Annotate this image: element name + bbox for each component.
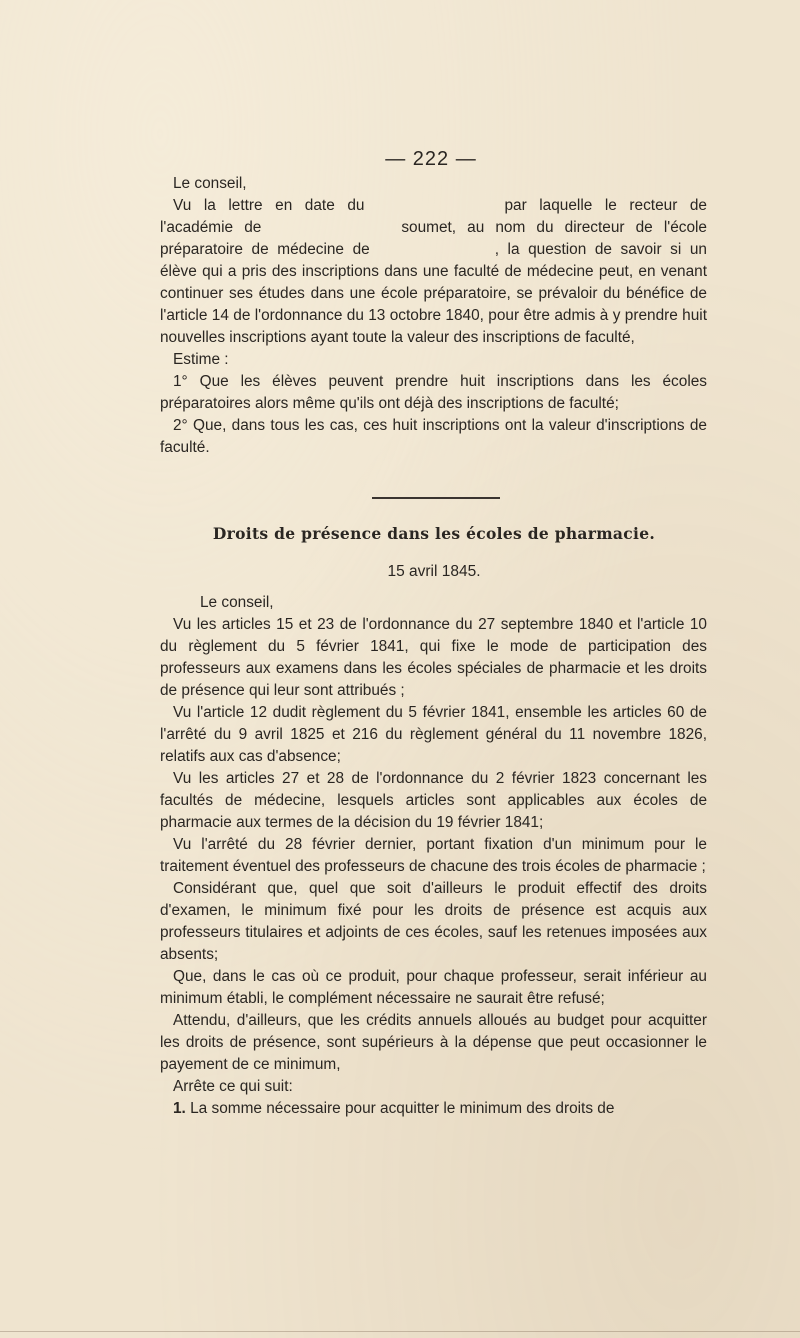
paragraph-vu-arrete: Vu l'arrêté du 28 février dernier, portant fixation d'un minimum pour le traitement éventuel des professeurs de chacune des trois écoles de pharmacie ; <box>160 836 707 875</box>
paragraph-article-1 <box>160 1098 707 1120</box>
paragraph-point-1: 1° Que les élèves peuvent prendre huit inscriptions dans les écoles préparatoires alors même qu'ils ont déjà des inscriptions de faculté; <box>160 373 707 412</box>
paragraph-arrete: Arrête ce qui suit: <box>173 1078 293 1095</box>
paragraph-attendu: Attendu, d'ailleurs, que les crédits annuels alloués au budget pour acquitter les droits de présence, sont supérieurs à la dépense que peut occasionner le payement de ce minimum, <box>160 1012 707 1073</box>
paragraph-vu-articles-15-23: Vu les articles 15 et 23 de l'ordonnance du 27 septembre 1840 et l'article 10 du règlement du 5 février 1841, qui fixe le mode de participation des professeurs aux examens dans les écoles spéciales de pharmacie et les droits de présence qui leur sont attribués ; <box>160 616 707 699</box>
page-number: — 222 — <box>385 148 477 170</box>
article-text: La somme nécessaire pour acquitter le minimum des droits de <box>190 1100 615 1117</box>
second-section <box>160 592 707 1120</box>
paragraph-point-2: 2° Que, dans tous les cas, ces huit inscriptions ont la valeur d'inscriptions de faculté. <box>160 417 707 456</box>
text-fragment: par laquelle le recteur de <box>504 197 707 214</box>
first-section <box>160 173 707 459</box>
text-fragment: , la question de savoir si un élève qui a pris des inscriptions dans une faculté de médecine peut, en venant continuer ses études dans une école préparatoire, se prévaloir du bénéfice de l'article 14 de l'ordonnance du 13 octobre 1840, pour être admis à y prendre huit nouvelles inscriptions ayant toute la valeur des inscriptions de faculté, <box>160 241 707 346</box>
paragraph-estime: Estime : <box>173 351 229 368</box>
paragraph-vu-articles-27-28: Vu les articles 27 et 28 de l'ordonnance du 2 février 1823 concernant les facultés de médecine, lesquels articles sont applicables aux écoles de pharmacie aux termes de la décision du 19 février 1841; <box>160 770 707 831</box>
paragraph-vu-lettre <box>160 195 707 349</box>
section-date: 15 avril 1845. <box>387 563 481 580</box>
text-fragment: l'académie de <box>160 219 262 236</box>
paragraph-le-conseil: Le conseil, <box>200 594 274 611</box>
paragraph-le-conseil: Le conseil, <box>173 175 247 192</box>
text-fragment: Vu la lettre en date du <box>173 197 365 214</box>
page-edge-line <box>0 1331 800 1332</box>
paragraph-vu-article-12: Vu l'article 12 dudit règlement du 5 février 1841, ensemble les articles 60 de l'arrêté du 9 avril 1825 et 216 du règlement général du 11 novembre 1826, relatifs aux cas d'absence; <box>160 704 707 765</box>
text-fragment: préparatoire de médecine de <box>160 241 370 258</box>
section-title: Droits de présence dans les écoles de pharmacie. <box>212 524 656 543</box>
section-divider <box>372 497 500 499</box>
paragraph-que: Que, dans le cas où ce produit, pour chaque professeur, serait inférieur au minimum établi, le complément nécessaire ne saurait être refusé; <box>160 968 707 1007</box>
article-number: 1. <box>173 1100 186 1117</box>
paragraph-considerant: Considérant que, quel que soit d'ailleurs le produit effectif des droits d'examen, le minimum fixé pour les droits de présence est acquis aux professeurs titulaires et adjoints de ces écoles, sauf les retenues imposées aux absents; <box>160 880 707 963</box>
text-fragment: soumet, au nom du directeur de l'école <box>401 219 707 236</box>
